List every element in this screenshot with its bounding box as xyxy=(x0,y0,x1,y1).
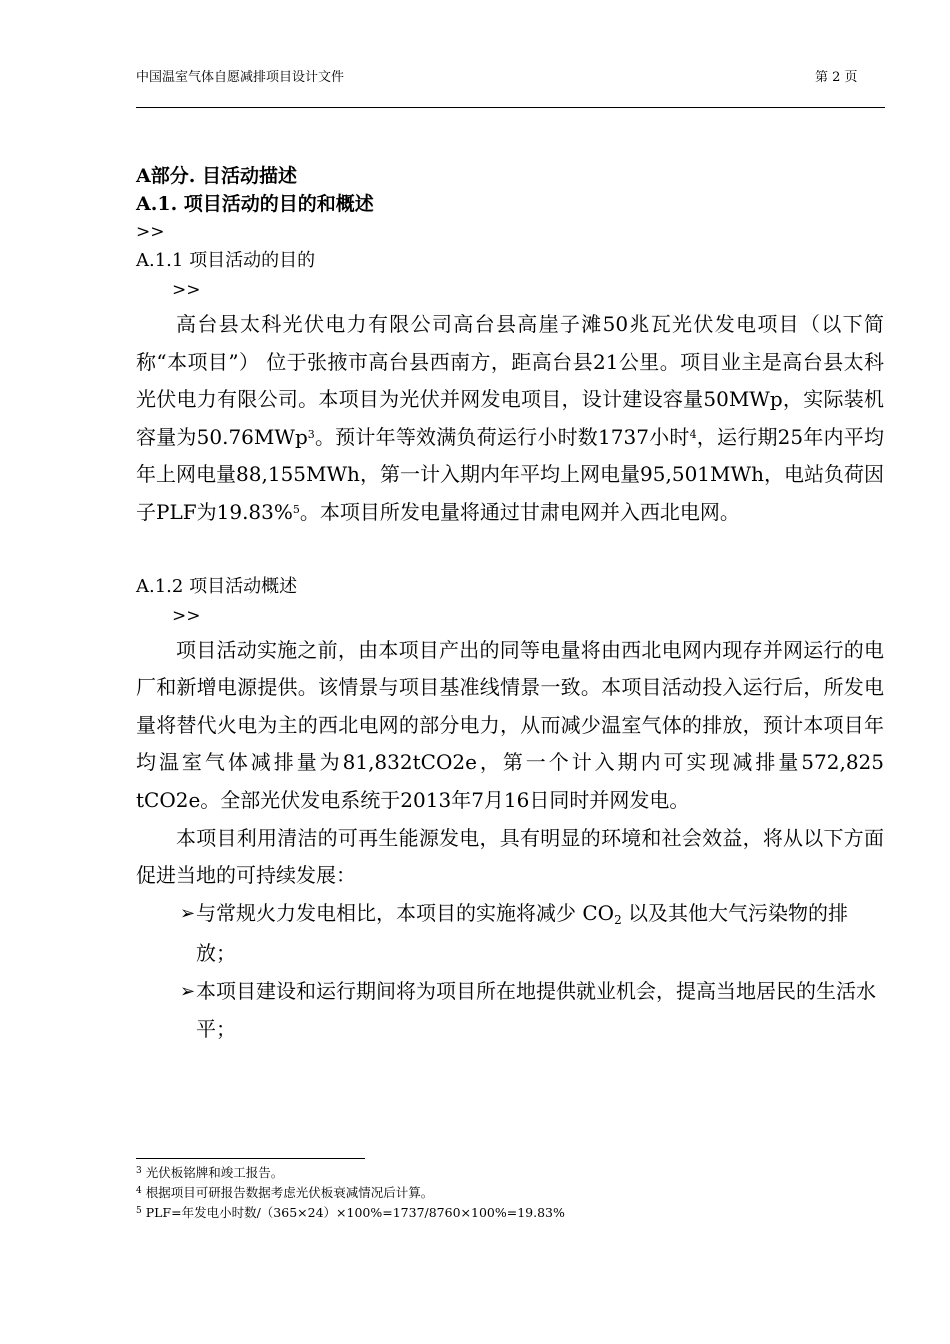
section-a12-heading: A.1.2 项目活动概述 xyxy=(136,575,298,597)
benefit-text: 以及其他大气污染物的排放； xyxy=(196,900,849,966)
purpose-text-4: 。本项目所发电量将通过甘肃电网并入西北电网。 xyxy=(299,499,740,524)
section-a1-heading: A.1. 项目活动的目的和概述 xyxy=(136,193,374,215)
header-divider xyxy=(136,107,885,108)
header-page-number: 第 2 页 xyxy=(815,70,858,85)
section-marker: >> xyxy=(172,280,201,300)
footnote-divider xyxy=(136,1158,365,1159)
arrow-bullet-icon: ➢ xyxy=(180,980,196,1002)
footnote-ref[interactable]: 5 xyxy=(292,502,300,516)
footnote-number: 3 xyxy=(136,1166,142,1176)
footnote-number: 4 xyxy=(136,1186,142,1196)
footnote-text: 光伏板铭牌和竣工报告。 xyxy=(145,1165,284,1180)
benefits-paragraph: 本项目利用清洁的可再生能源发电，具有明显的环境和社会效益，将从以下方面促进当地的可持续发展： xyxy=(136,825,884,888)
purpose-text-3: ，运行期25年内平均年上网电量88,155MWh，第一计入期内年平均上网电量95,501MWh，电站负荷因子PLF为19.83% xyxy=(136,424,884,524)
benefit-item xyxy=(136,973,884,1048)
subscript: 2 xyxy=(614,912,622,927)
header-doc-title: 中国温室气体自愿减排项目设计文件 xyxy=(136,70,345,85)
footnote-item xyxy=(136,1163,836,1183)
footnote-item xyxy=(136,1203,836,1223)
footnote-text: 根据项目可研报告数据考虑光伏板衰减情况后计算。 xyxy=(145,1185,434,1200)
footnote-ref[interactable]: 3 xyxy=(307,427,315,441)
footnote-item xyxy=(136,1183,836,1203)
arrow-bullet-icon: ➢ xyxy=(180,902,196,924)
part-a-heading: A部分. 目活动描述 xyxy=(136,165,297,187)
benefit-text: 本项目建设和运行期间将为项目所在地提供就业机会，提高当地居民的生活水平； xyxy=(196,978,876,1041)
footnotes xyxy=(136,1163,836,1223)
footnote-text: PLF=年发电小时数/（365×24）×100%=1737/8760×100%=19.83% xyxy=(145,1205,565,1220)
footnote-number: 5 xyxy=(136,1206,142,1216)
purpose-text-2: 。预计年等效满负荷运行小时数1737小时 xyxy=(314,424,690,449)
section-a11-heading: A.1.1 项目活动的目的 xyxy=(136,250,316,271)
purpose-text-1: 高台县太科光伏电力有限公司高台县高崖子滩50兆瓦光伏发电项目（以下简称“本项目”） 位于张掖市高台县西南方，距高台县21公里。项目业主是高台县太科光伏电力有限公司。本项目为光伏并网发电项目，设计建设容量50MWp，实际装机容量为50.76MWp xyxy=(136,312,884,449)
section-marker: >> xyxy=(136,222,165,242)
benefit-item xyxy=(136,895,884,973)
section-marker: >> xyxy=(172,605,201,626)
purpose-paragraph xyxy=(136,306,884,532)
footnote-ref[interactable]: 4 xyxy=(689,427,697,441)
main-content xyxy=(136,162,884,1048)
benefit-text: 与常规火力发电相比，本项目的实施将减少 CO xyxy=(196,900,615,925)
overview-paragraph: 项目活动实施之前，由本项目产出的同等电量将由西北电网内现存并网运行的电厂和新增电源提供。该情景与项目基准线情景一致。本项目活动投入运行后，所发电量将替代火电为主的西北电网的部分电力，从而减少温室气体的排放，预计本项目年均温室气体减排量为81,832tCO2e，第一个计入期内可实现减排量572,825 tCO2e。全部光伏发电系统于2013年7月16日同时并网发电。 xyxy=(136,637,884,812)
